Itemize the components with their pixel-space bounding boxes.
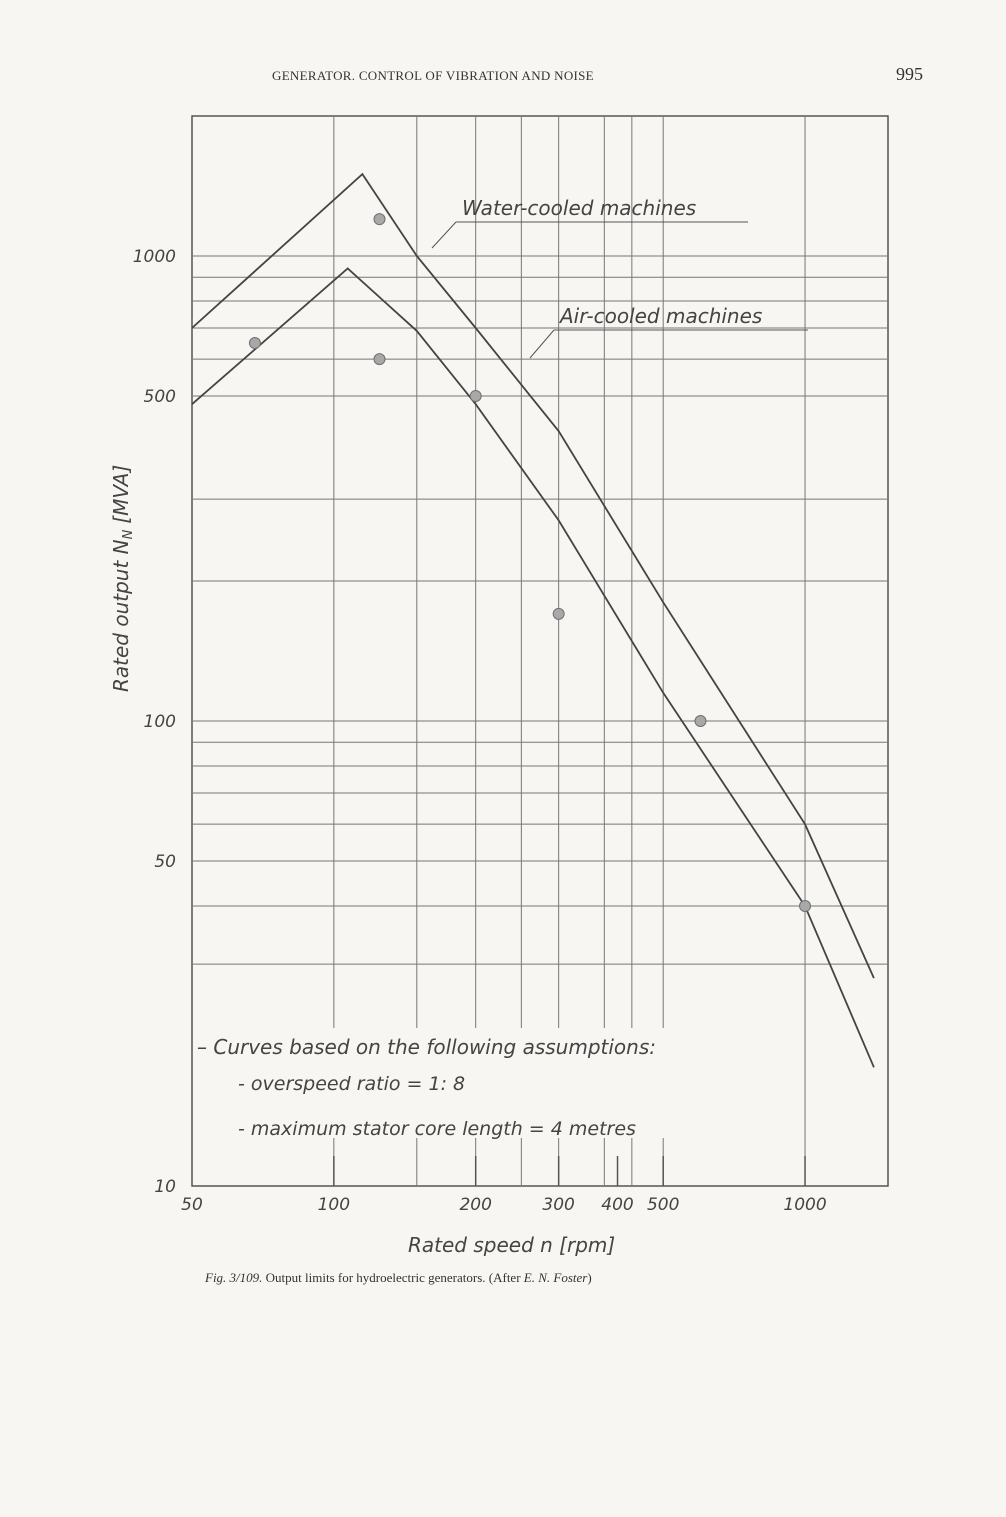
x-tick-label-2: 200 [459, 1195, 492, 1215]
series-label-air-text: Air-cooled machines [560, 304, 763, 328]
y-axis-label: Rated output $N_N[MVA]$ [109, 464, 136, 692]
x-tick-label-4: 400 [601, 1195, 634, 1215]
note-line-1: – Curves based on the following assumptions: [197, 1035, 657, 1059]
grid [192, 116, 888, 1186]
data-point-4 [553, 608, 564, 619]
caption-fig-label: Fig. 3/109. [205, 1270, 263, 1285]
series-lines [192, 174, 874, 1067]
caption-author: E. N. Foster [523, 1270, 588, 1285]
x-axis-label: Rated speed n [rpm] [408, 1233, 616, 1257]
plot-frame [192, 116, 888, 1186]
y-tick-label-2: 100 [143, 711, 176, 732]
x-tick-label-1: 100 [317, 1195, 351, 1215]
data-point-3 [470, 390, 481, 401]
series-label-water-text: Water-cooled machines [462, 196, 697, 220]
y-tick-label-4: 1000 [132, 246, 176, 267]
x-tick-label-6: 1000 [783, 1195, 827, 1215]
running-header: GENERATOR. CONTROL OF VIBRATION AND NOISE [272, 68, 594, 83]
note-line-2: - overspeed ratio = 1: 8 [238, 1073, 466, 1095]
data-point-2 [374, 354, 385, 365]
series-line-0 [192, 174, 874, 978]
data-point-6 [800, 901, 811, 912]
x-tick-label-0: 50 [181, 1195, 203, 1215]
x-tick-label-5: 500 [646, 1195, 680, 1215]
y-tick-label-1: 50 [154, 851, 176, 872]
figure-caption [205, 1270, 592, 1286]
caption-closing: ) [587, 1270, 592, 1285]
series-line-1 [192, 269, 874, 1068]
series-label-water [432, 196, 748, 248]
assumptions-note [197, 1028, 747, 1140]
x-tick-label-3: 300 [542, 1195, 575, 1215]
data-point-5 [695, 715, 706, 726]
note-line-3: - maximum stator core length = 4 metres [238, 1118, 636, 1140]
data-point-0 [249, 337, 260, 348]
series-label-air [530, 304, 808, 358]
y-tick-label-3: 500 [143, 386, 176, 407]
series-label-air-leader [530, 330, 554, 358]
page-number: 995 [896, 64, 923, 84]
series-label-water-leader [432, 222, 456, 248]
y-tick-label-0: 10 [154, 1177, 176, 1197]
caption-text: Output limits for hydroelectric generators. (After [262, 1270, 524, 1285]
data-point-1 [374, 214, 385, 225]
